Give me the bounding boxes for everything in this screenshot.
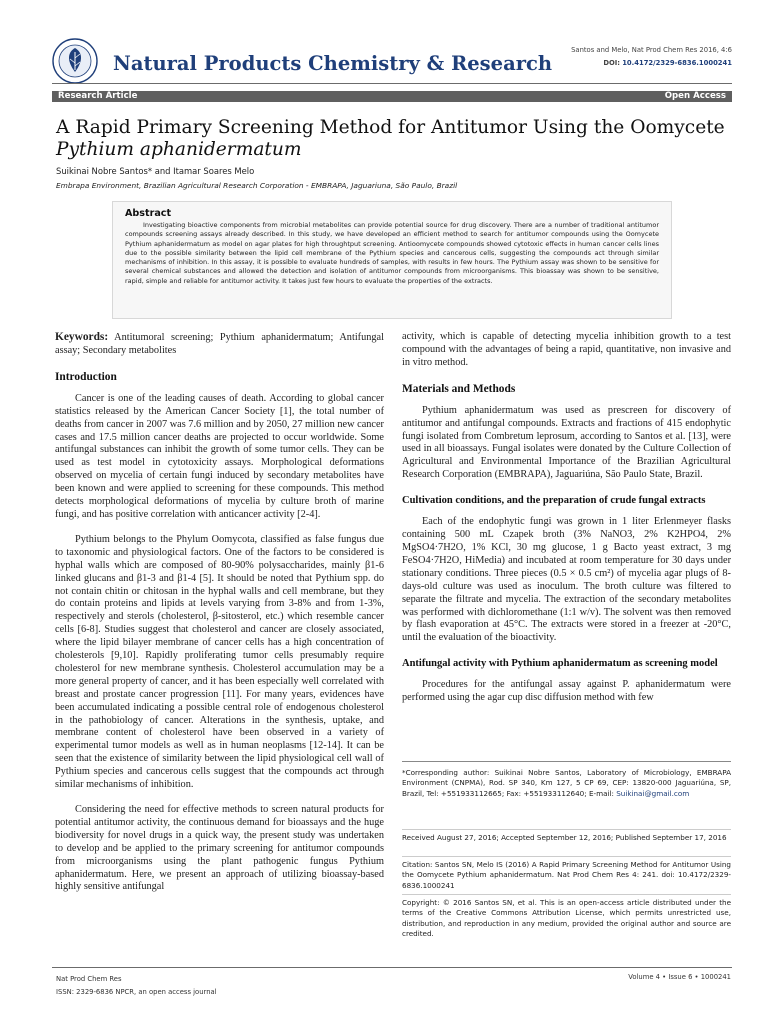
affiliation: Embrapa Environment, Brazilian Agricultural Research Corporation - EMBRAPA, Jaguariuna, São Paulo, Brazil (56, 181, 458, 190)
footer-volume-issue: Volume 4 • Issue 6 • 1000241 (628, 973, 731, 981)
journal-logo-icon (52, 38, 98, 84)
title-line-1: A Rapid Primary Screening Method for Antitumor Using the Oomycete (56, 117, 725, 138)
left-column (55, 331, 384, 894)
cultivation-heading: Cultivation conditions, and the preparation of crude fungal extracts (402, 495, 706, 507)
footnote-separator (402, 856, 731, 857)
right-column (402, 331, 731, 705)
citation-line: Santos and Melo, Nat Prod Chem Res 2016, 4:6 (571, 46, 732, 54)
footnote-divider (402, 761, 731, 762)
cultivation-paragraph: Each of the endophytic fungi was grown in 1 liter Erlenmeyer flasks containing 500 mL Czapek broth (3% NaNO3, 2% K2HPO4, 2% MgSO4·7H2O, 1% KCl, 30 mg glucose, 1 g Bacto yeast extract, 3 mg FeSO4·7H2O, HiMedia) and incubated at room temperature for 30 days under stationary conditions. Three pieces (0.5 × 0.5 cm²) of mycelia agar plugs of 8-days-old culture was used as inoculum. The broth culture was filtered to separate the filtrate and mycelia. The extraction of the secondary metabolites was performed with dichloromethane (1:1 w/v). The solvent was then removed by flash evaporation at 45°C. The extracts were stored in a freezer at -20°C, until the evaluation of the bioactivity. (402, 516, 731, 644)
open-access-label: Open Access (664, 91, 726, 101)
citation-note: Citation: Santos SN, Melo IS (2016) A Rapid Primary Screening Method for Antitumor Using the Oomycete Pythium aphanidermatum. Nat Prod Chem Res 4: 241. doi: 10.4172/2329-6836.1000241 (402, 860, 731, 890)
journal-name: Natural Products Chemistry & Research (113, 52, 553, 75)
antifungal-heading: Antifungal activity with Pythium aphanidermatum as screening model (402, 658, 718, 670)
received-dates: Received August 27, 2016; Accepted September 12, 2016; Published September 17, 2016 (402, 833, 727, 842)
intro-continuation: activity, which is capable of detecting mycelia inhibition growth to a test compound with the advantages of being a rapid, quantitative, non invasive and in vitro method. (402, 331, 731, 368)
footer-journal-info (56, 973, 217, 999)
journal-header (52, 38, 732, 84)
footnote-separator (402, 894, 731, 895)
abstract-text: Investigating bioactive components from microbial metabolites can provide potential source for drug discovery. There are a number of traditional antitumor compounds screening assays already described. In this study, we have developed an efficient method to search for antitumor compounds using the Oomycete Pythium aphanidermatum as model on agar plates for high throughtput screening. Antioomycete compounds showed cytotoxic effects in human cancer cells lines due to the possible similarity between the lipid cell membrane of the Pythium species and cancerous cells, suggesting the compounds act through similar mechanisms of inhibition. In this assay, it is possible to evaluate hundreds of samples, with results in few hours. The Pythium assay was shown to be sensitive for several chemical substances and allowed the detection and isolation of antitumor compounds from microorganisms. This bioassay was shown to be sensitive, rapid, simple and reliable for antitumor activity. It takes just few hours to evaluate the properties of the extracts. (125, 221, 659, 285)
article-title (56, 117, 736, 161)
introduction-heading: Introduction (55, 370, 117, 383)
footer-journal-name: Nat Prod Chem Res (56, 975, 122, 983)
doi-link[interactable]: 10.4172/2329-6836.1000241 (622, 59, 732, 67)
authors: Suikinai Nobre Santos* and Itamar Soares Melo (56, 166, 255, 176)
abstract-box (112, 201, 672, 319)
materials-paragraph: Pythium aphanidermatum was used as prescreen for discovery of antitumor and antifungal compounds. Extracts and fractions of 415 endophytic fungi isolated from Combretum leprosum, according to Santos et al. [13], were used in all bioassays. Fungal isolates were donated by the Culture Collection of Agricultural and Environmental Importance of the Brazilian Agricultural Research Corporation (EMBRAPA), Jaguariúna, São Paulo State, Brazil. (402, 404, 731, 481)
footer-divider (52, 967, 732, 968)
corresponding-author-note (402, 768, 731, 799)
article-type-bar (52, 91, 732, 102)
footer-issn: ISSN: 2329-6836 NPCR, an open access journal (56, 988, 217, 996)
antifungal-paragraph: Procedures for the antifungal assay against P. aphanidermatum were performed using the agar cup disc diffusion method with few (402, 679, 731, 704)
title-line-2: Pythium aphanidermatum (56, 139, 302, 160)
keywords-label: Keywords: (55, 331, 109, 343)
copyright-note: Copyright: © 2016 Santos SN, et al. This is an open-access article distributed under the terms of the Creative Commons Attribution License, which permits unrestricted use, distribution, and reproduction in any medium, provided the original author and source are credited. (402, 898, 731, 938)
intro-paragraph-3: Considering the need for effective methods to screen natural products for potential antitumor activity, the continuous demand for bioassays and the huge biodiversity for novel drugs in a quick way, the present study was undertaken to develop and be applied to the primary screening for antitumor compounds from microorganisms using the plant pathogenic fungus Pythium aphanidermatum. Here, we present an approach of utilizing bioassay-based highly sensitive antifungal (55, 804, 384, 893)
header-divider (52, 83, 732, 84)
materials-methods-heading: Materials and Methods (402, 382, 516, 395)
keywords-text: Antitumoral screening; Pythium aphanidermatum; Antifungal assay; Secondary metabolites (55, 332, 384, 356)
doi-label: DOI: (603, 59, 621, 67)
author-email-link[interactable]: Suikinai@gmail.com (616, 788, 690, 798)
keywords (55, 331, 384, 358)
intro-paragraph-2: Pythium belongs to the Phylum Oomycota, classified as false fungus due to taxonomic and physiological factors. One of the factors to be considered is hyphal walls which are composed of 80-90% polysaccharides, mainly β1-6 linked glucans and β1-3 and β1-4 [5]. It should be noted that Pythium spp. do not contain chitin or chitosan in the hyphal walls and cell membrane, but they do contain proteins and lipids at levels varying from 3-8% and from 1-3%, respectively and sterols (cholesterol, β-sitosterol, etc.) which resemble cancer cells [6-8]. Studies suggest that cholesterol and cancer are closely associated, where the lipid bilayer membrane of cancer cells has a high concentration of cholesterols [9,10]. Rapidly proliferating tumor cells presumably require cholesterol for new membrane synthesis. Cholesterol accumulation may be a more general property of cancer, and it has been especially well correlated with breast and prostate cancer progression [11]. For many years, evidences have been accumulated indicating a possible central role of endogenous cholesterol in the pathobiology of cancer. Alterations in the synthesis, uptake, and membrane content of cholesterol have been observed in a variety of experimental tumor models as well as in human neoplasms [12-14]. It can be seen that the existence of similarity between the lipid physiological cell wall of Pythium species and cancerous cells suggest that the compounds act through similar mechanisms of inhibition. (55, 533, 384, 791)
citation-block (571, 44, 732, 70)
intro-paragraph-1: Cancer is one of the leading causes of death. According to global cancer statistics released by the American Cancer Society [1], the total number of deaths from cancer in 2007 was 7.6 million and by 2050, 27 million new cancer cases and 17.5 million cancer deaths are projected to occur worldwide. Some antifungal substances can inhibit the growth of some tumor cells. They can be used as test model in cytotoxicity assays. Morphological deformations observed on mycelia of certain fungi induced by secondary metabolites have been known and were applied to screening for these compounds. This method detects morphological deformations of mycelia by culture broth of marine fungi, and has positive correlation with anticancer activity [2-4]. (55, 392, 384, 520)
abstract-heading: Abstract (125, 208, 172, 219)
footnote-separator (402, 829, 731, 830)
article-type-label: Research Article (58, 91, 138, 101)
corresponding-author-text: *Corresponding author: Suikinai Nobre Santos, Laboratory of Microbiology, EMBRAPA Environment (CNPMA), Rod. SP 340, Km 127, 5 CP 69, CEP: 13820-000 Jaguariúna, SP, Brazil, Tel: +551933112665; Fax: +551933112640; E-mail: (402, 768, 731, 798)
